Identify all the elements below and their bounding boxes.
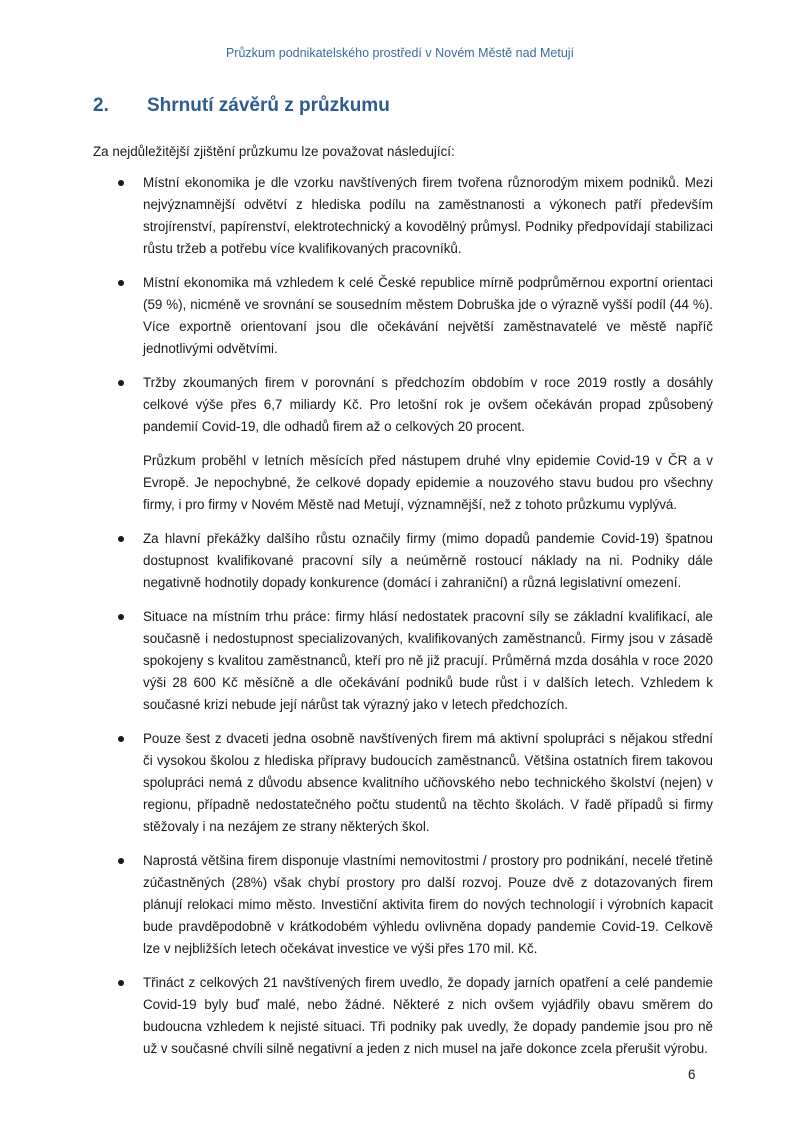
bullet-icon	[118, 858, 124, 864]
paragraph: Pouze šest z dvaceti jedna osobně navštívených firem má aktivní spolupráci s nějakou střední či vysokou školou z hlediska přípravy budoucích zaměstnanců. Většina ostatních firem takovou spolupráci nemá z důvodu absence kvalitního učňovského nebo technického školství (nejen) v regionu, případně nedostatečného počtu studentů na těchto školách. V řadě případů si firmy stěžovaly i na nezájem ze strany některých škol.	[143, 731, 713, 834]
section-heading	[93, 95, 390, 117]
paragraph: Situace na místním trhu práce: firmy hlásí nedostatek pracovní síly se základní kvalifikací, ale současně i nedostupnost specializovaných, kvalifikovaných zaměstnanců. Firmy jsou v zásadě spokojeny s kvalitou zaměstnanců, kteří pro ně již pracují. Průměrná mzda dosáhla v roce 2020 výši 28 600 Kč měsíčně a dle očekávání podniků bude růst i v dalších letech. Vzhledem k současné krizi nebude její nárůst tak výrazný jako v letech předchozích.	[143, 609, 713, 712]
bullet-icon	[118, 280, 124, 286]
list-item	[93, 172, 713, 260]
bullet-icon	[118, 536, 124, 542]
paragraph: Tržby zkoumaných firem v porovnání s předchozím obdobím v roce 2019 rostly a dosáhly celkové výše přes 6,7 miliardy Kč. Pro letošní rok je ovšem očekáván propad způsobený pandemií Covid-19, dle odhadů firem až o celkových 20 procent.	[143, 375, 713, 434]
paragraph: Naprostá většina firem disponuje vlastními nemovitostmi / prostory pro podnikání, necelé třetině zúčastněných (28%) však chybí prostory pro další rozvoj. Pouze dvě z dotazovaných firem plánují relokaci mimo město. Investiční aktivita firem do nových technologií i výrobních kapacit bude pravděpodobně v krátkodobém výhledu ovlivněna dopady pandemie Covid-19. Celkově lze v nejbližších letech očekávat investice ve výši přes 170 mil. Kč.	[143, 853, 713, 956]
bullet-icon	[118, 380, 124, 386]
bullet-icon	[118, 614, 124, 620]
paragraph: Místní ekonomika je dle vzorku navštívených firem tvořena různorodým mixem podniků. Mezi nejvýznamnější odvětví z hlediska podílu na zaměstnanosti a výkonech patří především strojírenství, papírenství, elektrotechnický a kovodělný průmysl. Podniky předpovídají stabilizaci růstu tržeb a potřebu více kvalifikovaných pracovníků.	[143, 175, 713, 256]
running-header: Průzkum podnikatelského prostředí v Novém Městě nad Metují	[225, 46, 575, 60]
findings-list	[93, 172, 713, 1072]
paragraph: Průzkum proběhl v letních měsících před nástupem druhé vlny epidemie Covid-19 v ČR a v Evropě. Je nepochybné, že celkové dopady epidemie a nouzového stavu budou pro všechny firmy, i pro firmy v Novém Městě nad Metují, významnější, než z tohoto průzkumu vyplývá.	[143, 453, 713, 512]
section-number: 2.	[93, 95, 109, 116]
list-item	[93, 728, 713, 838]
list-item	[93, 850, 713, 960]
paragraph: Třináct z celkových 21 navštívených firem uvedlo, že dopady jarních opatření a celé pandemie Covid-19 byly buď malé, nebo žádné. Některé z nich ovšem vyjádřily obavu směrem do budoucna vzhledem k nejisté situaci. Tři podniky pak uvedly, že dopady pandemie jsou pro ně už v současné chvíli silně negativní a jeden z nich musel na jaře dokonce zcela přerušit výrobu.	[143, 975, 713, 1056]
list-item	[93, 372, 713, 516]
paragraph: Za hlavní překážky dalšího růstu označily firmy (mimo dopadů pandemie Covid-19) špatnou dostupnost kvalifikované pracovní síly a neúměrně rostoucí náklady na ni. Podniky dále negativně hodnotily dopady konkurence (domácí i zahraniční) a různá legislativní omezení.	[143, 531, 713, 590]
list-item	[93, 606, 713, 716]
bullet-icon	[118, 980, 124, 986]
list-item	[93, 972, 713, 1060]
paragraph: Místní ekonomika má vzhledem k celé České republice mírně podprůměrnou exportní orientaci (59 %), nicméně ve srovnání se sousedním městem Dobruška jde o výrazně vyšší podíl (44 %). Více exportně orientovaní jsou dle očekávání největší zaměstnavatelé ve městě napříč jednotlivými odvětvími.	[143, 275, 713, 356]
page-number: 6	[688, 1067, 696, 1082]
intro-text: Za nejdůležitější zjištění průzkumu lze považovat následující:	[93, 144, 455, 159]
list-item	[93, 528, 713, 594]
bullet-icon	[118, 736, 124, 742]
section-title: Shrnutí závěrů z průzkumu	[147, 95, 390, 116]
bullet-icon	[118, 180, 124, 186]
list-item	[93, 272, 713, 360]
